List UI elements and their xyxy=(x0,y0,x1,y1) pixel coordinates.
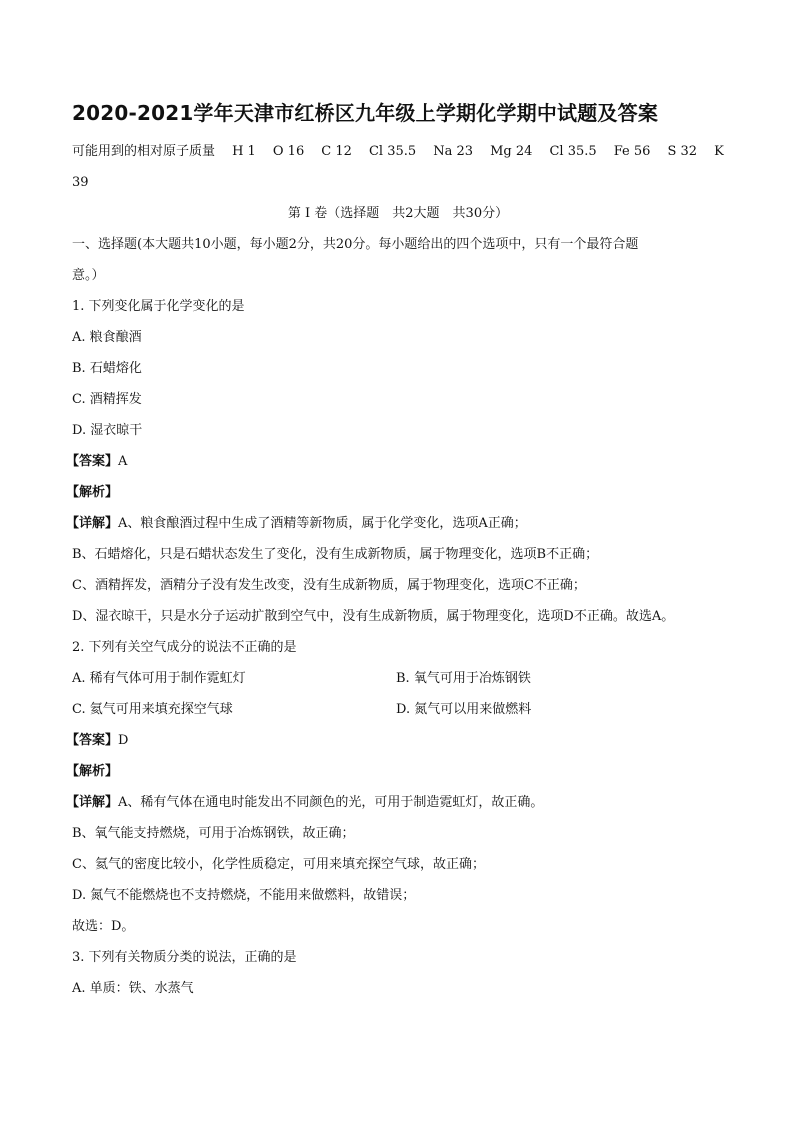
question-1 xyxy=(66,291,724,632)
atomic-mass-item: Cl 35.5 xyxy=(368,144,417,159)
atomic-mass-item: H 1 xyxy=(232,144,256,159)
atomic-mass-item: Cl 35.5 xyxy=(549,144,597,159)
atomic-mass-item: K xyxy=(714,144,724,159)
option-b: B. 氧气可用于冶炼钢铁 xyxy=(396,671,531,686)
atomic-mass-item: O 16 xyxy=(272,144,305,159)
answer-tag: 【答案】 xyxy=(66,733,119,748)
question-stem: 1. 下列变化属于化学变化的是 xyxy=(72,299,245,314)
detail-text: A、稀有气体在通电时能发出不同颜色的光，可用于制造霓虹灯，故正确。 xyxy=(118,795,544,810)
atomic-mass-item: S 32 xyxy=(667,144,698,159)
option-a: A. 单质：铁、水蒸气 xyxy=(72,981,194,996)
analysis-line xyxy=(66,477,724,508)
detail-line xyxy=(66,508,724,539)
detail-text: 故选：D。 xyxy=(72,919,135,934)
question-stem: 3. 下列有关物质分类的说法，正确的是 xyxy=(72,950,297,965)
atomic-mass-item: Na 23 xyxy=(433,144,474,159)
section-heading: 第 Ⅰ 卷（选择题 共2大题 共30分） xyxy=(287,206,509,221)
question-stem: 2. 下列有关空气成分的说法不正确的是 xyxy=(72,640,297,655)
option-b: B. 石蜡熔化 xyxy=(72,361,142,376)
part-instructions-wrap: 意。） xyxy=(72,268,105,283)
option-c: C. 酒精挥发 xyxy=(72,392,142,407)
detail-tag: 【详解】 xyxy=(66,795,119,810)
detail-text: B、氧气能支持燃烧，可用于冶炼钢铁，故正确； xyxy=(72,826,355,841)
answer-value: A xyxy=(118,454,128,469)
analysis-line xyxy=(66,756,724,787)
question-2 xyxy=(66,632,724,942)
analysis-tag: 【解析】 xyxy=(66,485,119,500)
analysis-tag: 【解析】 xyxy=(66,764,119,779)
part-instructions: 一、选择题(本大题共10小题，每小题2分，共20分。每小题给出的四个选项中，只有一个最符合题 xyxy=(72,237,639,252)
atomic-mass-label: 可能用到的相对原子质量 xyxy=(72,144,216,159)
detail-tag: 【详解】 xyxy=(66,516,119,531)
option-c: C. 氦气可用来填充探空气球 xyxy=(72,702,233,717)
answer-line xyxy=(66,446,724,477)
answer-line xyxy=(66,725,724,756)
detail-text: D、湿衣晾干，只是水分子运动扩散到空气中，没有生成新物质，属于物理变化，选项D不正确。故选A。 xyxy=(72,609,675,624)
detail-line xyxy=(66,787,724,818)
detail-text: C、氦气的密度比较小，化学性质稳定，可用来填充探空气球，故正确； xyxy=(72,857,485,872)
option-d: D. 湿衣晾干 xyxy=(72,423,143,438)
atomic-mass-wrap: 39 xyxy=(72,175,89,190)
answer-tag: 【答案】 xyxy=(66,454,119,469)
detail-text: B、石蜡熔化，只是石蜡状态发生了变化，没有生成新物质，属于物理变化，选项B不正确； xyxy=(72,547,599,562)
option-a: A. 稀有气体可用于制作霓虹灯 xyxy=(72,671,246,686)
atomic-mass-item: Fe 56 xyxy=(613,144,651,159)
atomic-mass-item: C 12 xyxy=(321,144,352,159)
question-3 xyxy=(72,942,724,1004)
document-title: 2020-2021学年天津市红桥区九年级上学期化学期中试题及答案 xyxy=(72,101,659,125)
atomic-mass-item: Mg 24 xyxy=(490,144,533,159)
atomic-mass-line xyxy=(72,136,724,167)
option-a: A. 粮食酿酒 xyxy=(72,330,142,345)
document-page xyxy=(66,100,724,1004)
detail-text: C、酒精挥发，酒精分子没有发生改变，没有生成新物质，属于物理变化，选项C不正确； xyxy=(72,578,586,593)
option-row xyxy=(72,663,724,694)
detail-text: A、粮食酿酒过程中生成了酒精等新物质，属于化学变化，选项A正确； xyxy=(118,516,527,531)
detail-text: D. 氮气不能燃烧也不支持燃烧，不能用来做燃料，故错误； xyxy=(72,888,416,903)
option-row xyxy=(72,694,724,725)
answer-value: D xyxy=(118,733,129,748)
option-d: D. 氮气可以用来做燃料 xyxy=(396,702,532,717)
